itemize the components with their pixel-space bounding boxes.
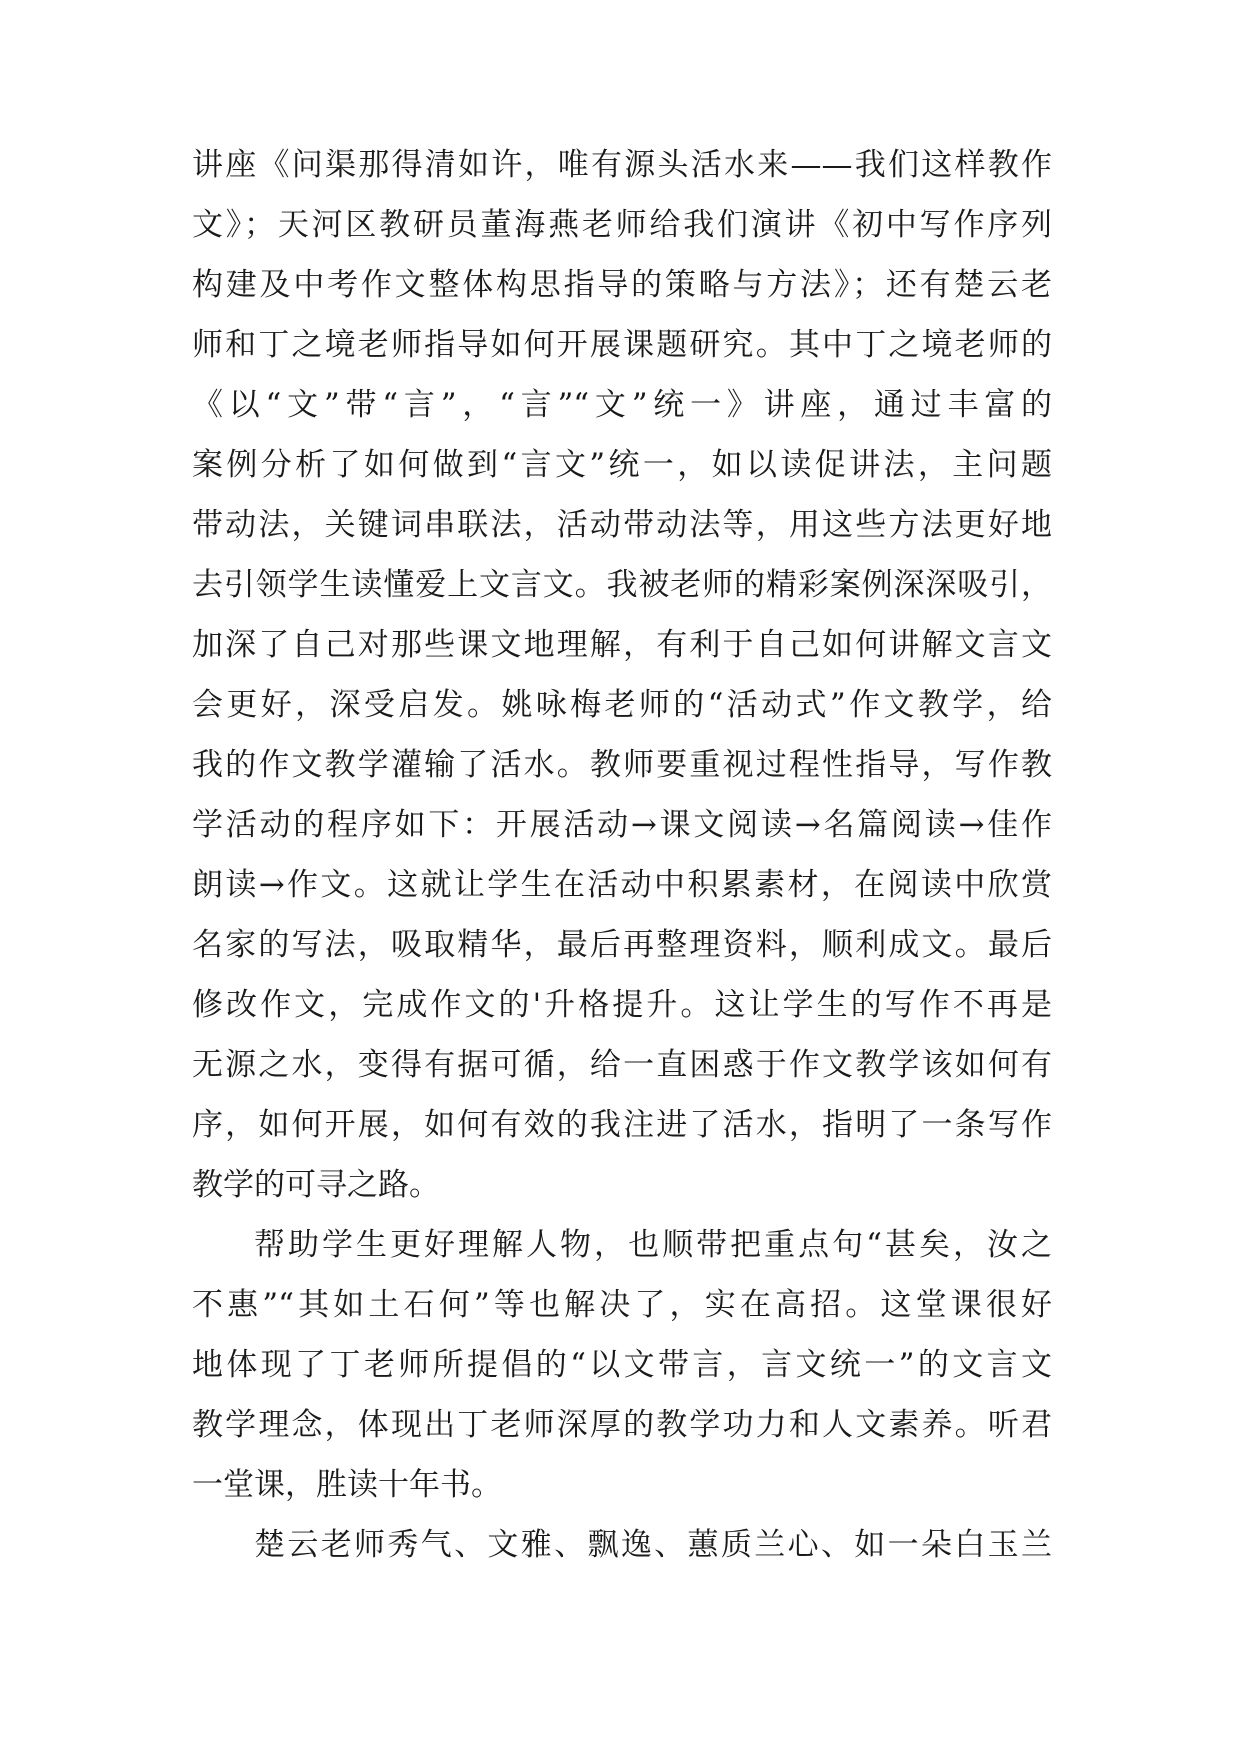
text-line: 朗读→作文。这就让学生在活动中积累素材，在阅读中欣赏 <box>192 867 1052 903</box>
text-line: 构建及中考作文整体构思指导的策略与方法》；还有楚云老 <box>192 267 1052 303</box>
text-line: 师和丁之境老师指导如何开展课题研究。其中丁之境老师的 <box>192 327 1052 363</box>
text-line: 去引领学生读懂爱上文言文。我被老师的精彩案例深深吸引， <box>192 567 1052 603</box>
text-line: 序，如何开展，如何有效的我注进了活水，指明了一条写作 <box>192 1107 1052 1143</box>
text-line: 带动法，关键词串联法，活动带动法等，用这些方法更好地 <box>192 507 1052 543</box>
text-line: 文》；天河区教研员董海燕老师给我们演讲《初中写作序列 <box>192 207 1052 243</box>
text-line: 讲座《问渠那得清如许，唯有源头活水来——我们这样教作 <box>192 147 1052 183</box>
text-line: 学活动的程序如下：开展活动→课文阅读→名篇阅读→佳作 <box>192 807 1052 843</box>
text-line: 教学的可寻之路。 <box>192 1167 440 1203</box>
text-line: 教学理念，体现出丁老师深厚的教学功力和人文素养。听君 <box>192 1407 1052 1443</box>
text-line: 无源之水，变得有据可循，给一直困惑于作文教学该如何有 <box>192 1047 1052 1083</box>
text-line: 会更好，深受启发。姚咏梅老师的“活动式”作文教学，给 <box>192 687 1052 723</box>
text-line: 修改作文，完成作文的'升格提升。这让学生的写作不再是 <box>192 987 1052 1023</box>
text-line: 不惠”“其如土石何”等也解决了，实在高招。这堂课很好 <box>192 1287 1052 1323</box>
text-line: 楚云老师秀气、文雅、飘逸、蕙质兰心、如一朵白玉兰 <box>254 1527 1052 1563</box>
text-line: 地体现了丁老师所提倡的“以文带言，言文统一”的文言文 <box>192 1347 1052 1383</box>
text-line: 加深了自己对那些课文地理解，有利于自己如何讲解文言文 <box>192 627 1052 663</box>
text-line: 帮助学生更好理解人物，也顺带把重点句“甚矣，汝之 <box>254 1227 1052 1263</box>
text-line: 我的作文教学灌输了活水。教师要重视过程性指导，写作教 <box>192 747 1052 783</box>
text-line: 名家的写法，吸取精华，最后再整理资料，顺利成文。最后 <box>192 927 1052 963</box>
text-line: 一堂课，胜读十年书。 <box>192 1467 502 1503</box>
text-line: 《以“文”带“言”，“言”“文”统一》讲座，通过丰富的 <box>192 387 1052 423</box>
text-line: 案例分析了如何做到“言文”统一，如以读促讲法，主问题 <box>192 447 1052 483</box>
